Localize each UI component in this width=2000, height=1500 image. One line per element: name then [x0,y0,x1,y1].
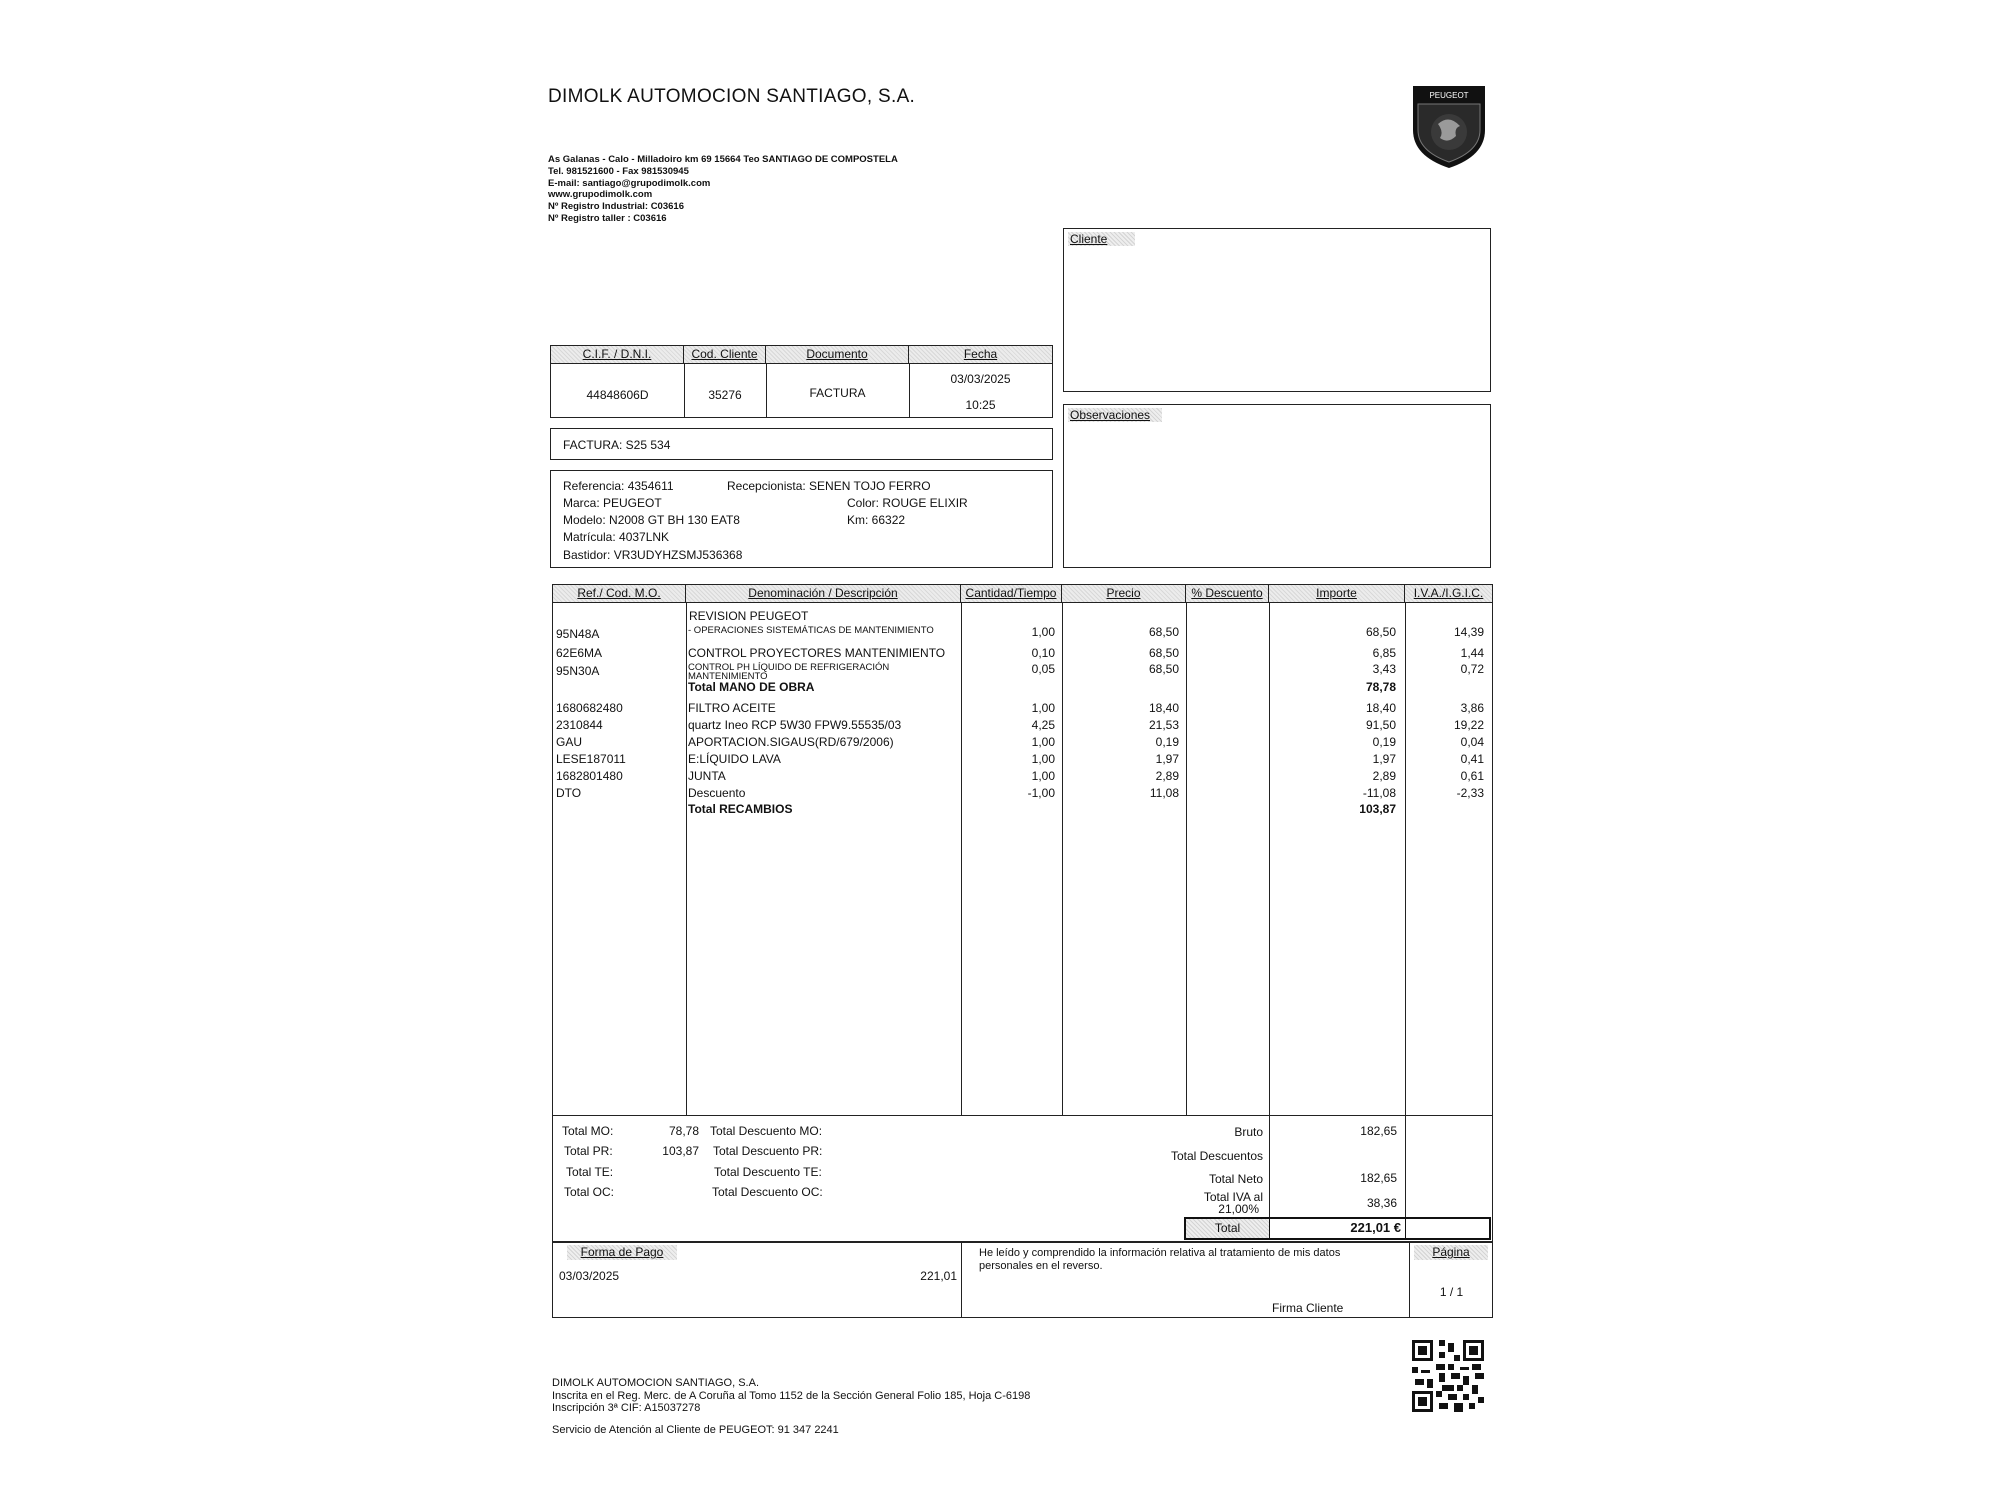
page-label: Página [1414,1245,1488,1260]
totals-box [552,1116,1493,1242]
row-ref: 2310844 [556,718,603,732]
vehicle-color: Color: ROUGE ELIXIR [847,496,968,510]
cif-value: 44848606D [586,388,649,402]
row-amount: -11,08 [1362,786,1396,800]
row-desc-2: MANTENIMIENTO [688,671,768,682]
row-qty: 0,05 [1031,662,1055,676]
vehicle-model: Modelo: N2008 GT BH 130 EAT8 [563,513,740,527]
header-date: Fecha [909,346,1052,363]
row-price: 68,50 [1148,625,1179,639]
row-price: 21,53 [1148,718,1179,732]
row-amount: 0,19 [1372,735,1396,749]
row-desc: CONTROL PH LÍQUIDO DE REFRIGERACIÓN [688,662,890,673]
row-desc: FILTRO ACEITE [688,701,776,715]
company-name: DIMOLK AUTOMOCION SANTIAGO, S.A. [548,86,916,107]
vehicle-box [550,470,1053,568]
col-discount: % Descuento [1186,585,1269,602]
row-amount: 6,85 [1372,646,1396,660]
grand-total-value: 221,01 € [1350,1220,1401,1235]
total-mo-value: 78,78 [668,1124,699,1138]
row-ref: 62E6MA [556,646,603,660]
row-ref: 1682801480 [556,769,623,783]
col-description: Denominación / Descripción [686,585,961,602]
row-qty: 1,00 [1031,769,1055,783]
table-row [553,735,1492,751]
net-total-value: 182,65 [1360,1171,1397,1185]
row-vat: 3,86 [1460,701,1484,715]
observations-box [1063,404,1491,568]
col-amount: Importe [1269,585,1405,602]
row-amount: 18,40 [1365,701,1396,715]
total-parts-label: Total RECAMBIOS [688,802,793,816]
table-row [553,786,1492,802]
table-row [553,701,1492,717]
row-ref: GAU [556,735,583,749]
table-row [553,646,1492,662]
row-amount: 68,50 [1365,625,1396,639]
total-mo-label: Total MO: [562,1124,614,1138]
row-desc: quartz Ineo RCP 5W30 FPW9.55535/03 [688,718,902,732]
col-price: Precio [1062,585,1186,602]
row-qty: 1,00 [1031,735,1055,749]
header-document: Documento [766,346,909,363]
grand-total-label: Total [1186,1219,1270,1238]
row-qty: 0,10 [1031,646,1055,660]
row-amount: 3,43 [1372,662,1396,676]
payment-method-label: Forma de Pago [567,1245,677,1260]
net-total-label: Total Neto [1208,1172,1263,1186]
logo-text: PEUGEOT [1429,91,1469,100]
row-ref: 95N30A [556,664,600,678]
qr-code [1412,1340,1484,1412]
payment-date: 03/03/2025 [559,1269,620,1283]
row-vat: 0,04 [1460,735,1484,749]
vehicle-km: Km: 66322 [847,513,906,527]
address-line: As Galanas - Calo - Milladoiro km 69 15664 Teo SANTIAGO DE COMPOSTELA [548,154,898,165]
row-price: 0,19 [1155,735,1179,749]
bruto-value: 182,65 [1360,1124,1397,1138]
invoice-number: FACTURA: S25 534 [563,438,671,452]
invoice-number-box [550,428,1053,460]
row-desc: JUNTA [688,769,726,783]
vehicle-brand: Marca: PEUGEOT [563,496,662,510]
row-amount: 91,50 [1365,718,1396,732]
address-line: Nº Registro Industrial: C03616 [548,201,684,213]
row-desc: E:LÍQUIDO LAVA [688,752,781,766]
table-row [553,769,1492,785]
vehicle-vin: Bastidor: VR3UDYHZSMJ536368 [563,548,743,562]
vat-label: Total IVA al [1203,1190,1263,1204]
total-labour-label: Total MANO DE OBRA [688,680,815,694]
discount-te-label: Total Descuento TE: [714,1165,822,1179]
row-desc: APORTACION.SIGAUS(RD/679/2006) [688,735,894,749]
row-qty: 4,25 [1031,718,1055,732]
company-address [548,154,898,225]
payment-amount: 221,01 [920,1269,957,1283]
vehicle-plate: Matrícula: 4037LNK [563,530,670,544]
payment-box [552,1242,1493,1318]
section-title: REVISION PEUGEOT [689,609,809,623]
row-vat: 19,22 [1453,718,1484,732]
row-ref: DTO [556,786,582,800]
col-ref: Ref./ Cod. M.O. [553,585,686,602]
items-table [552,584,1493,1116]
vat-rate: 21,00% [1218,1202,1259,1216]
total-discounts-label: Total Descuentos [1170,1149,1263,1163]
grand-total-row [1184,1217,1491,1240]
signature-label: Firma Cliente [1272,1301,1344,1315]
date-value: 03/03/2025 [950,372,1011,386]
total-parts-value: 103,87 [1359,802,1396,816]
col-vat: I.V.A./I.G.I.C. [1405,585,1492,602]
row-qty: 1,00 [1031,701,1055,715]
total-te-label: Total TE: [566,1165,614,1179]
row-amount: 2,89 [1372,769,1396,783]
client-label: Cliente [1068,232,1135,246]
client-box [1063,228,1491,392]
row-ref: 95N48A [556,627,600,641]
total-labour-row [553,680,1492,696]
vehicle-reference: Referencia: 4354611 [563,479,674,493]
observations-label: Observaciones [1068,408,1162,422]
total-labour-value: 78,78 [1365,680,1396,694]
peugeot-logo [1408,84,1490,170]
row-price: 2,89 [1155,769,1179,783]
table-row [553,625,1492,641]
row-price: 68,50 [1148,662,1179,676]
row-qty: 1,00 [1031,625,1055,639]
table-row [553,662,1492,682]
address-line: Nº Registro taller : C03616 [548,212,667,224]
privacy-text-2: personales en el reverso. [979,1260,1103,1272]
col-quantity: Cantidad/Tiempo [961,585,1062,602]
total-pr-label: Total PR: [564,1144,613,1158]
client-code-value: 35276 [708,388,742,402]
table-row [553,752,1492,768]
vat-value: 38,36 [1366,1196,1397,1210]
discount-oc-label: Total Descuento OC: [712,1185,823,1199]
row-qty: 1,00 [1031,752,1055,766]
row-vat: 1,44 [1460,646,1484,660]
row-desc: CONTROL PROYECTORES MANTENIMIENTO [688,646,946,660]
header-client-code: Cod. Cliente [684,346,766,363]
discount-pr-label: Total Descuento PR: [713,1144,823,1158]
total-parts-row [553,802,1492,818]
footer-company: DIMOLK AUTOMOCION SANTIAGO, S.A. [552,1377,759,1389]
row-ref: LESE187011 [556,752,626,766]
address-line: E-mail: santiago@grupodimolk.com [548,177,711,189]
row-desc: Descuento [688,786,746,800]
row-qty: -1,00 [1027,786,1055,800]
footer-registry: Inscrita en el Reg. Merc. de A Coruña al Tomo 1152 de la Sección General Folio 185, Hoja C-6198 [552,1390,1031,1402]
bruto-label: Bruto [1234,1125,1263,1139]
row-price: 1,97 [1155,752,1179,766]
table-row [553,718,1492,734]
address-line: Tel. 981521600 - Fax 981530945 [548,165,689,177]
header-cif: C.I.F. / D.N.I. [551,346,684,363]
vehicle-receptionist: Recepcionista: SENEN TOJO FERRO [727,479,931,493]
privacy-text: He leído y comprendido la información relativa al tratamiento de mis datos [979,1247,1341,1259]
row-price: 11,08 [1149,786,1179,800]
row-price: 18,40 [1148,701,1179,715]
row-price: 68,50 [1148,646,1179,660]
document-header-table [550,345,1053,418]
footer-customer-service: Servicio de Atención al Cliente de PEUGEOT: 91 347 2241 [552,1424,839,1436]
discount-mo-label: Total Descuento MO: [710,1124,823,1138]
row-desc: - OPERACIONES SISTEMÁTICAS DE MANTENIMIENTO [688,625,934,636]
row-vat: 0,61 [1460,769,1484,783]
row-vat: 0,72 [1460,662,1484,676]
document-value: FACTURA [809,386,866,400]
row-ref: 1680682480 [556,701,623,715]
row-vat: 0,41 [1460,752,1484,766]
row-vat: -2,33 [1456,786,1484,800]
address-line: www.grupodimolk.com [548,189,653,201]
time-value: 10:25 [965,398,996,412]
total-pr-value: 103,87 [662,1144,699,1158]
total-oc-label: Total OC: [564,1185,615,1199]
row-amount: 1,97 [1372,752,1396,766]
row-vat: 14,39 [1453,625,1484,639]
page-value: 1 / 1 [1439,1285,1464,1299]
footer-cif: Inscripción 3ª CIF: A15037278 [552,1402,701,1414]
